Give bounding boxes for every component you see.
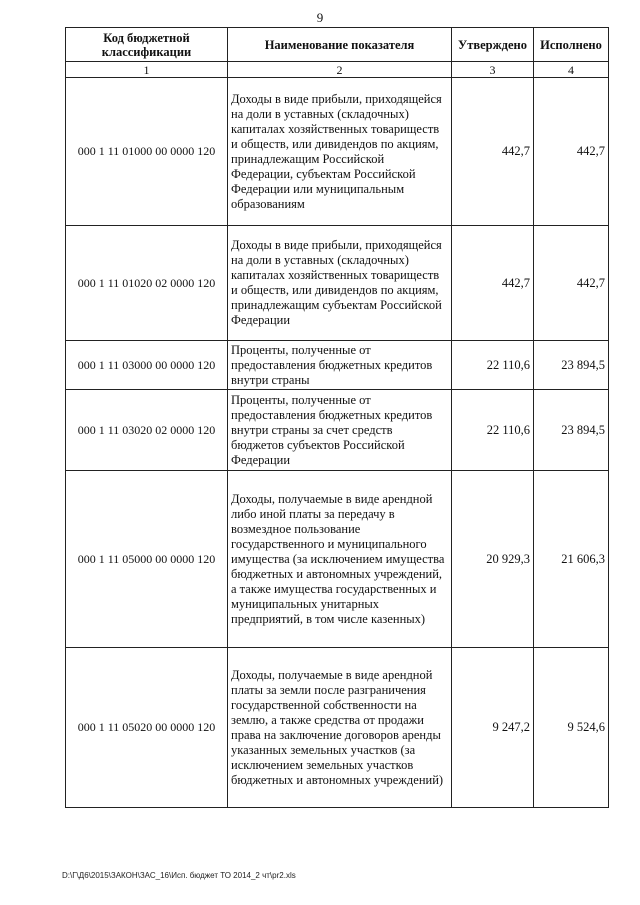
approved-value: 442,7: [452, 78, 534, 226]
table-row: [66, 226, 609, 341]
executed-value: 442,7: [534, 226, 609, 341]
column-number: 1: [66, 62, 228, 78]
header-executed: Исполнено: [534, 28, 609, 62]
table-row: [66, 648, 609, 808]
column-number: 3: [452, 62, 534, 78]
executed-value: 21 606,3: [534, 471, 609, 648]
table-row: [66, 341, 609, 390]
table-row: [66, 390, 609, 471]
indicator-name: Проценты, полученные от предоставления бюджетных кредитов внутри страны: [228, 341, 452, 390]
budget-code: 000 1 11 01020 02 0000 120: [66, 226, 228, 341]
file-path-footer: D:\Г\Д6\2015\ЗАКОН\ЗАС_16\Исп. бюджет ТО 2014_2 чт\pr2.xls: [62, 871, 296, 880]
approved-value: 442,7: [452, 226, 534, 341]
indicator-name: Доходы в виде прибыли, приходящейся на доли в уставных (складочных) капиталах хозяйственных товариществ и обществ, или дивидендов по акциям, принадлежащим Российской Федерации, субъектам Российской Федерации или муниципальным образованиям: [228, 78, 452, 226]
page-number: 9: [316, 10, 324, 25]
budget-code: 000 1 11 05020 00 0000 120: [66, 648, 228, 808]
budget-table: [65, 27, 609, 808]
approved-value: 9 247,2: [452, 648, 534, 808]
header-approved: Утверждено: [452, 28, 534, 62]
approved-value: 22 110,6: [452, 341, 534, 390]
indicator-name: Доходы, получаемые в виде арендной платы за земли после разграничения государственной собственности на землю, а также средства от продажи права на заключение договоров аренды указанных земельных участков (за исключением земельных участков бюджетных и автономных учреждений): [228, 648, 452, 808]
approved-value: 22 110,6: [452, 390, 534, 471]
budget-code: 000 1 11 01000 00 0000 120: [66, 78, 228, 226]
indicator-name: Доходы в виде прибыли, приходящейся на доли в уставных (складочных) капиталах хозяйственных товариществ и обществ, или дивидендов по акциям, принадлежащим субъектам Российской Федерации: [228, 226, 452, 341]
header-code: Код бюджетной классификации: [66, 28, 228, 62]
column-number: 4: [534, 62, 609, 78]
header-name: Наименование показателя: [228, 28, 452, 62]
executed-value: 23 894,5: [534, 341, 609, 390]
executed-value: 442,7: [534, 78, 609, 226]
budget-code: 000 1 11 03020 02 0000 120: [66, 390, 228, 471]
indicator-name: Проценты, полученные от предоставления бюджетных кредитов внутри страны за счет средств бюджетов субъектов Российской Федерации: [228, 390, 452, 471]
indicator-name: Доходы, получаемые в виде арендной либо иной платы за передачу в возмездное пользование государственного и муниципального имущества (за исключением имущества бюджетных и автономных учреждений, а также имущества государственных и муниципальных унитарных предприятий, в том числе казенных): [228, 471, 452, 648]
table-row: [66, 78, 609, 226]
table-row: [66, 471, 609, 648]
executed-value: 23 894,5: [534, 390, 609, 471]
column-number: 2: [228, 62, 452, 78]
executed-value: 9 524,6: [534, 648, 609, 808]
table-header-row: [66, 28, 609, 62]
column-number-row: [66, 62, 609, 78]
budget-code: 000 1 11 05000 00 0000 120: [66, 471, 228, 648]
budget-code: 000 1 11 03000 00 0000 120: [66, 341, 228, 390]
approved-value: 20 929,3: [452, 471, 534, 648]
